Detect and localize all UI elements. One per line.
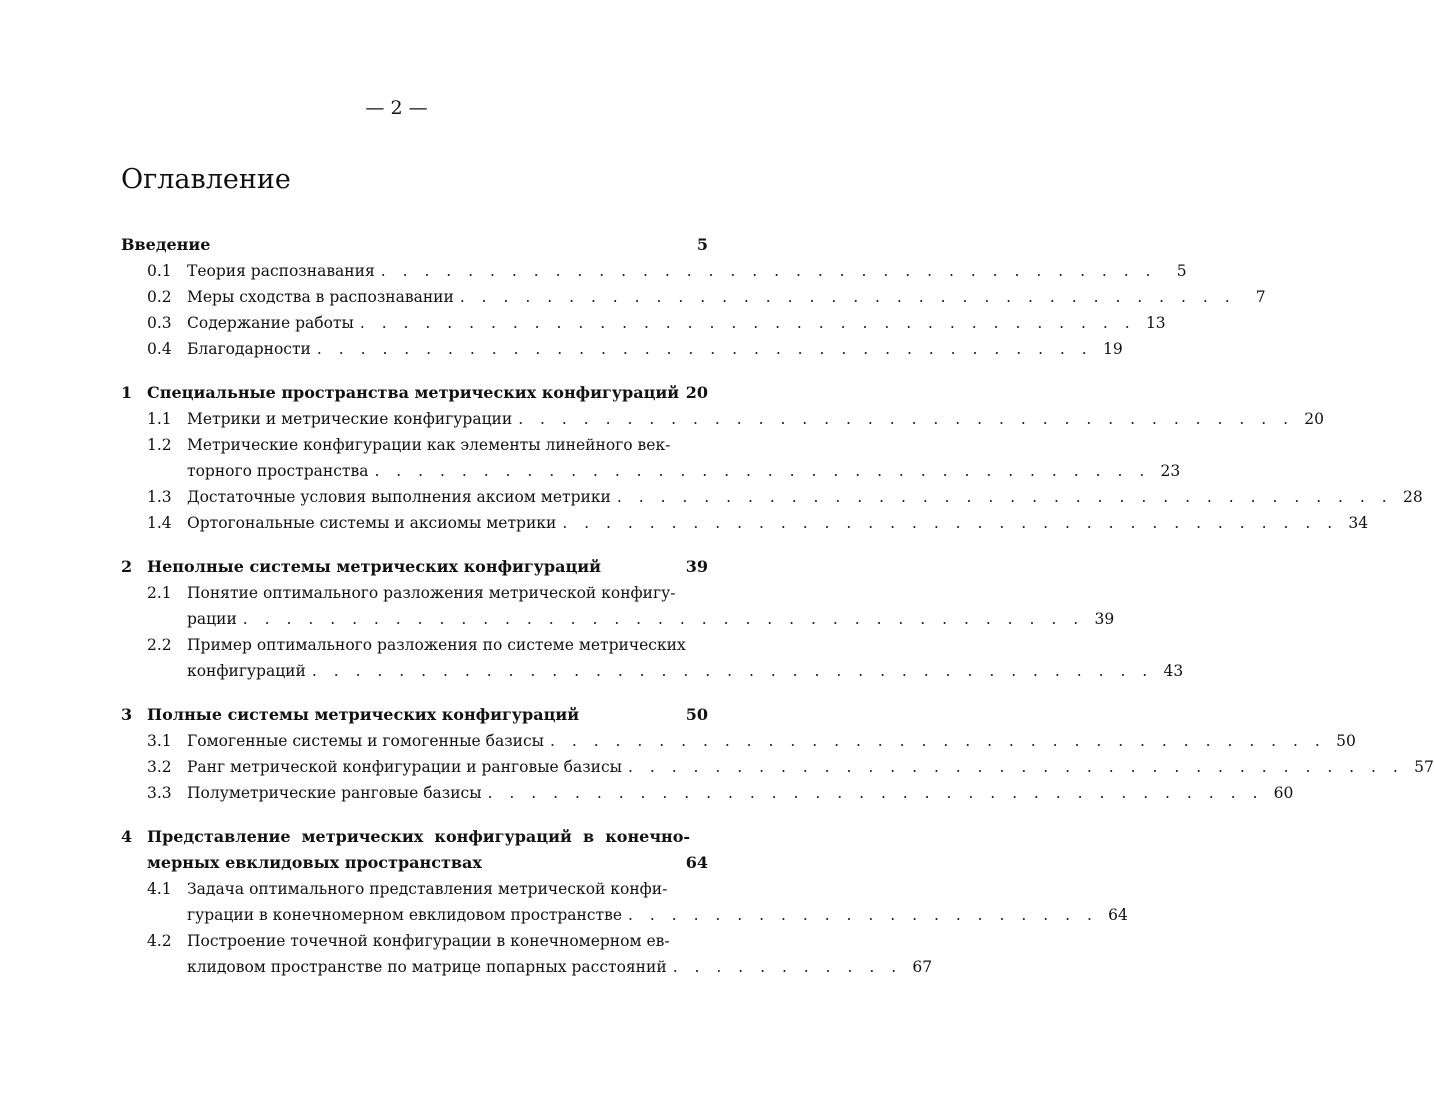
toc-section-title: Ранг метрической конфигурации и ранговые базисы (187, 758, 622, 776)
toc-chapter-number: 4 (121, 827, 133, 846)
toc-page-number: 13 (1145, 314, 1166, 332)
toc-section-1-2[interactable] (121, 432, 708, 458)
toc-section-number: 4.1 (147, 880, 172, 898)
toc-section-title: Ортогональные системы и аксиомы метрики (187, 514, 557, 532)
toc-leader-dots: . . . . . . . . . . . . . . . . . . . . . . . . . . . . . . . . . . . . (374, 462, 1151, 480)
toc-section-1-3[interactable] (121, 484, 1423, 510)
toc-chapter-4-continued[interactable] (121, 850, 708, 876)
toc-section-2-2[interactable] (121, 632, 708, 658)
toc-section-number: 1.3 (147, 488, 172, 506)
page-number: — 2 — (365, 97, 428, 119)
toc-section-number: 0.2 (147, 288, 172, 306)
toc-section-number: 1.2 (147, 436, 172, 454)
toc-section-3-2[interactable] (121, 754, 1434, 780)
toc-page-number: 5 (1176, 262, 1187, 280)
toc-section-0-4[interactable] (121, 336, 1123, 362)
toc-section-title: рации (187, 610, 237, 628)
toc-section-1-2-continued[interactable] (121, 458, 1181, 484)
toc-section-number: 1.1 (147, 410, 172, 428)
toc-leader-dots: . . . . . . . . . . . . . . . . . . . . . . . . . . . . . . . . . . . . (562, 514, 1339, 532)
page-title: Оглавление (121, 164, 291, 195)
toc-section-2-2-continued[interactable] (121, 658, 1184, 684)
toc-section-0-3[interactable] (121, 310, 1166, 336)
toc-page-number: 39 (685, 557, 708, 576)
toc-chapter-number: 2 (121, 557, 133, 576)
toc-leader-dots: . . . . . . . . . . . . . . . . . . . . . . . . . . . . . . . . . . . . (487, 784, 1264, 802)
toc-chapter-title: Специальные пространства метрических конфигураций (147, 383, 680, 402)
toc-section-number: 1.4 (147, 514, 172, 532)
toc-chapter-4[interactable] (121, 824, 708, 850)
toc-section-4-2[interactable] (121, 928, 708, 954)
toc-leader-dots: . . . . . . . . . . . . . . . . . . . . . . . . . . . . . . . . . . . . (616, 488, 1393, 506)
toc-section-title: Задача оптимального представления метрической конфи- (187, 880, 668, 898)
toc-page-number: 60 (1273, 784, 1294, 802)
toc-leader-dots: . . . . . . . . . . . . . . . . . . . . . . . . . . . . . . . . . . . . (359, 314, 1136, 332)
toc-section-title: Благодарности (187, 340, 311, 358)
toc-section-0-1[interactable] (121, 258, 1187, 284)
toc-page-number: 50 (685, 705, 708, 724)
table-of-contents (121, 232, 1434, 980)
toc-leader-dots: . . . . . . . . . . . . . . . . . . . . . . . . . . . . . . . . . . . . (316, 340, 1093, 358)
toc-chapter-title: мерных евклидовых пространствах (147, 853, 482, 872)
toc-section-title: конфигураций (187, 662, 306, 680)
toc-page-number: 7 (1255, 288, 1266, 306)
toc-section-title: Меры сходства в распознавании (187, 288, 454, 306)
toc-leader-dots: . . . . . . . . . . . . . . . . . . . . . . . . . . . . . . . . . . . . . . . (311, 662, 1154, 680)
toc-page-number: 43 (1163, 662, 1184, 680)
toc-chapter-number: 3 (121, 705, 133, 724)
toc-chapter-intro[interactable] (121, 232, 708, 258)
toc-page-number: 5 (696, 235, 708, 254)
toc-leader-dots: . . . . . . . . . . . . . . . . . . . . . . . . . . . . . . . . . . . . (518, 410, 1295, 428)
toc-section-1-4[interactable] (121, 510, 1369, 536)
toc-section-title: Построение точечной конфигурации в конечномерном ев- (187, 932, 670, 950)
toc-chapter-1[interactable] (121, 380, 708, 406)
toc-section-3-3[interactable] (121, 780, 1294, 806)
toc-section-number: 0.3 (147, 314, 172, 332)
toc-chapter-title: Неполные системы метрических конфигураций (147, 557, 602, 576)
toc-section-number: 3.2 (147, 758, 172, 776)
toc-section-number: 3.3 (147, 784, 172, 802)
toc-leader-dots: . . . . . . . . . . . (672, 958, 903, 976)
toc-page-number: 39 (1094, 610, 1115, 628)
toc-section-number: 2.2 (147, 636, 172, 654)
toc-section-title: Достаточные условия выполнения аксиом метрики (187, 488, 611, 506)
toc-section-title: Метрические конфигурации как элементы линейного век- (187, 436, 671, 454)
toc-page-number: 19 (1102, 340, 1123, 358)
toc-section-3-1[interactable] (121, 728, 1356, 754)
toc-section-number: 2.1 (147, 584, 172, 602)
toc-section-title: Полуметрические ранговые базисы (187, 784, 482, 802)
toc-leader-dots: . . . . . . . . . . . . . . . . . . . . . . . . . . . . . . . . . . . . . . . (242, 610, 1085, 628)
toc-section-title: Теория распознавания (187, 262, 375, 280)
toc-page-number: 28 (1402, 488, 1423, 506)
toc-chapter-title: Представление метрических конфигураций в конечно- (147, 827, 691, 846)
toc-leader-dots: . . . . . . . . . . . . . . . . . . . . . . . . . . . . . . . . . . . . (628, 758, 1404, 776)
toc-chapter-2[interactable] (121, 554, 708, 580)
toc-page-number: 64 (685, 853, 708, 872)
toc-page-number: 57 (1414, 758, 1434, 776)
toc-leader-dots: . . . . . . . . . . . . . . . . . . . . . . . . . . . . . . . . . . . . (550, 732, 1326, 750)
toc-section-title: Пример оптимального разложения по системе метрических (187, 636, 686, 654)
toc-section-0-2[interactable] (121, 284, 1266, 310)
toc-chapter-title: Введение (121, 235, 211, 254)
toc-chapter-number: 1 (121, 383, 133, 402)
toc-section-title: Понятие оптимального разложения метрической конфигу- (187, 584, 676, 602)
toc-page-number: 67 (912, 958, 933, 976)
toc-leader-dots: . . . . . . . . . . . . . . . . . . . . . . . . . . . . . . . . . . . . (380, 262, 1157, 280)
toc-section-number: 3.1 (147, 732, 172, 750)
toc-section-title: Метрики и метрические конфигурации (187, 410, 513, 428)
toc-leader-dots: . . . . . . . . . . . . . . . . . . . . . . . . . . . . . . . . . . . . (459, 288, 1236, 306)
toc-page-number: 23 (1160, 462, 1181, 480)
toc-section-2-1[interactable] (121, 580, 708, 606)
toc-section-number: 0.1 (147, 262, 172, 280)
toc-section-4-2-continued[interactable] (121, 954, 933, 980)
toc-section-title: клидовом пространстве по матрице попарных расстояний (187, 958, 667, 976)
toc-section-title: торного пространства (187, 462, 369, 480)
toc-section-2-1-continued[interactable] (121, 606, 1115, 632)
toc-section-title: Гомогенные системы и гомогенные базисы (187, 732, 544, 750)
toc-chapter-3[interactable] (121, 702, 708, 728)
toc-section-1-1[interactable] (121, 406, 1325, 432)
toc-section-number: 4.2 (147, 932, 172, 950)
toc-section-4-1[interactable] (121, 876, 708, 902)
toc-section-number: 0.4 (147, 340, 172, 358)
toc-page-number: 34 (1348, 514, 1369, 532)
toc-section-4-1-continued[interactable] (121, 902, 1128, 928)
toc-page-number: 20 (1304, 410, 1325, 428)
toc-section-title: гурации в конечномерном евклидовом пространстве (187, 906, 623, 924)
toc-section-title: Содержание работы (187, 314, 354, 332)
toc-chapter-title: Полные системы метрических конфигураций (147, 705, 580, 724)
toc-page-number: 50 (1336, 732, 1356, 750)
toc-leader-dots: . . . . . . . . . . . . . . . . . . . . . . (628, 906, 1098, 924)
toc-page-number: 20 (685, 383, 708, 402)
toc-page-number: 64 (1108, 906, 1128, 924)
